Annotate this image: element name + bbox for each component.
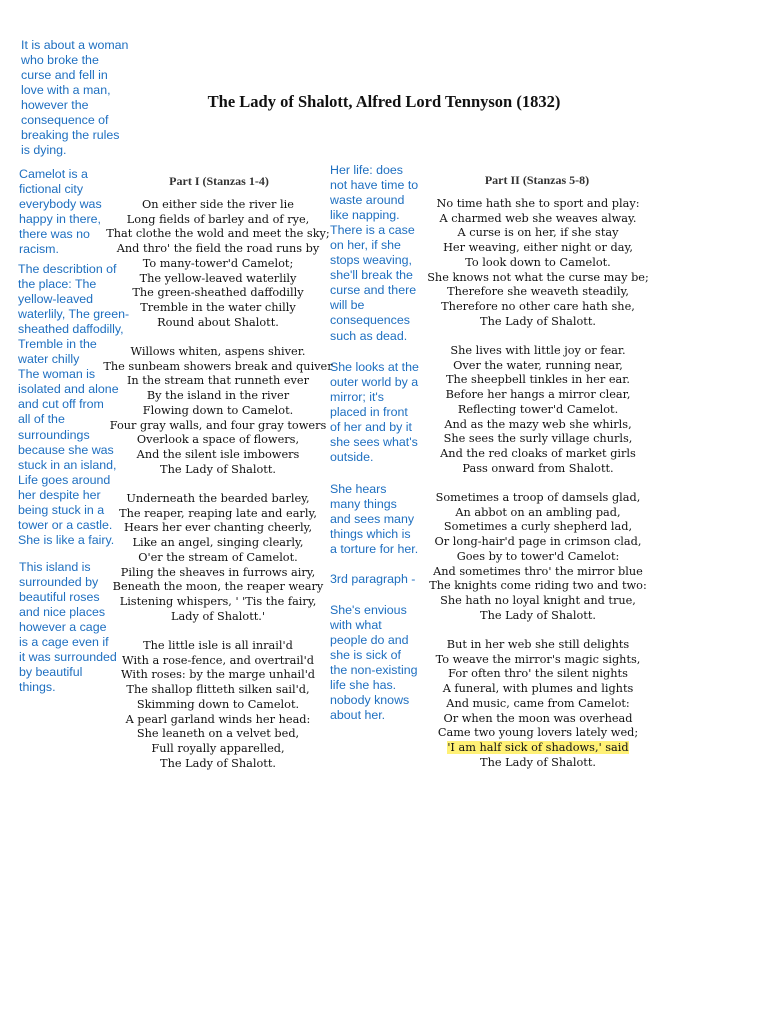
poem-line: Hears her ever chanting cheerly, bbox=[123, 521, 313, 535]
poem-line: And music, came from Camelot: bbox=[446, 696, 630, 710]
poem-line: The green-sheathed daffodilly bbox=[132, 286, 304, 300]
poem-line: For often thro' the silent nights bbox=[448, 667, 628, 681]
stanza bbox=[420, 491, 656, 623]
poem-line: Skimming down to Camelot. bbox=[136, 697, 300, 711]
poem-line: A charmed web she weaves alway. bbox=[439, 211, 637, 225]
note-middle-4: 3rd paragraph - bbox=[330, 572, 416, 586]
poem-line: The Lady of Shalott. bbox=[480, 314, 596, 328]
poem-line: She hath no loyal knight and true, bbox=[440, 593, 636, 607]
poem-line: She leaneth on a velvet bed, bbox=[136, 727, 300, 741]
note-left-4: This island is surrounded by beautiful roses and nice places however a cage is a cage even if it was surrounded by beautiful things. bbox=[19, 560, 117, 695]
stanza bbox=[98, 198, 338, 330]
poem-line: Four gray walls, and four gray towers bbox=[109, 418, 327, 432]
poem-line: Flowing down to Camelot. bbox=[142, 403, 294, 417]
poem-line: A pearl garland winds her head: bbox=[125, 712, 311, 726]
poem-line: Therefore no other care hath she, bbox=[441, 299, 635, 313]
poem-line: Like an angel, singing clearly, bbox=[132, 536, 304, 550]
poem-line: She sees the surly village churls, bbox=[443, 432, 633, 446]
poem-line: And as the mazy web she whirls, bbox=[444, 417, 632, 431]
poem-line: An abbot on an ambling pad, bbox=[455, 505, 621, 519]
poem-line: Before her hangs a mirror clear, bbox=[445, 388, 631, 402]
poem-line: To many-tower'd Camelot; bbox=[142, 256, 294, 270]
poem-line: Over the water, running near, bbox=[453, 358, 623, 372]
poem-line: Underneath the bearded barley, bbox=[126, 492, 310, 506]
poem-line: She knows not what the curse may be; bbox=[427, 270, 649, 284]
poem-line: With a rose-fence, and overtrail'd bbox=[122, 653, 314, 667]
poem-line: Came two young lovers lately wed; bbox=[437, 726, 639, 740]
stanza bbox=[98, 492, 338, 624]
poem-line: Tremble in the water chilly bbox=[140, 300, 296, 314]
poem-line bbox=[420, 741, 656, 756]
stanza bbox=[98, 345, 338, 477]
poem-line: Willows whiten, aspens shiver. bbox=[130, 345, 306, 359]
poem-line: Beneath the moon, the reaper weary bbox=[112, 580, 324, 594]
poem-line: With roses: by the marge unhail'd bbox=[120, 668, 316, 682]
poem-line: O'er the stream of Camelot. bbox=[138, 550, 298, 564]
note-left-3: The describtion of the place: The yellow-leaved waterlily, The green- sheathed daffodilly, Tremble in the water chilly The woman is isolated and alone and cut off from all of the surroundings because she was stuck in an island, Life goes around her despite her being stuck in a tower or a castle. She is like a fairy. bbox=[18, 262, 130, 547]
poem-line: Long fields of barley and of rye, bbox=[126, 212, 310, 226]
poem-line: And the silent isle imbowers bbox=[136, 447, 300, 461]
poem-line: But in her web she still delights bbox=[446, 638, 630, 652]
poem-line: A curse is on her, if she stay bbox=[457, 226, 619, 240]
poem-line: Therefore she weaveth steadily, bbox=[447, 285, 629, 299]
poem-line: The little isle is all inrail'd bbox=[143, 639, 293, 653]
poem-line: The shallop flitteth silken sail'd, bbox=[126, 683, 310, 697]
poem-part2 bbox=[420, 197, 656, 785]
note-middle-2: She looks at the outer world by a mirror; it's placed in front of her and by it she sees what's outside. bbox=[330, 360, 419, 465]
poem-line: A funeral, with plumes and lights bbox=[442, 682, 634, 696]
note-middle-3: She hears many things and sees many things which is a torture for her. bbox=[330, 482, 419, 557]
highlighted-text: 'I am half sick of shadows,' said bbox=[447, 740, 629, 754]
poem-line: On either side the river lie bbox=[142, 198, 294, 211]
note-middle-5: She's envious with what people do and she is sick of the non-existing life she has. nobody knows about her. bbox=[330, 603, 418, 723]
poem-line: Full royally apparelled, bbox=[151, 741, 285, 755]
poem-line: To look down to Camelot. bbox=[465, 255, 611, 269]
stanza bbox=[98, 639, 338, 771]
note-left-2: Camelot is a fictional city everybody was happy in there, there was no racism. bbox=[19, 167, 102, 257]
poem-part1 bbox=[98, 198, 338, 786]
poem-line: The Lady of Shalott. bbox=[480, 755, 596, 769]
poem-line: Goes by to tower'd Camelot: bbox=[456, 549, 620, 563]
poem-line: Round about Shalott. bbox=[157, 315, 279, 329]
poem-line: The reaper, reaping late and early, bbox=[119, 506, 317, 520]
document-title: The Lady of Shalott, Alfred Lord Tennyson (1832) bbox=[207, 92, 561, 111]
poem-line: By the island in the river bbox=[146, 389, 290, 403]
note-middle-1: Her life: does not have time to waste around like napping. There is a case on her, if she stops weaving, she'll break the curse and there will be consequences such as dead. bbox=[330, 163, 419, 343]
part2-heading: Part II (Stanzas 5-8) bbox=[484, 173, 590, 187]
note-left-1: It is about a woman who broke the curse and fell in love with a man, however the consequence of breaking the rules is dying. bbox=[21, 38, 129, 158]
poem-line: No time hath she to sport and play: bbox=[436, 197, 640, 210]
poem-line: The Lady of Shalott. bbox=[480, 608, 596, 622]
poem-line: Reflecting tower'd Camelot. bbox=[457, 402, 619, 416]
poem-line: Lady of Shalott.' bbox=[171, 609, 265, 623]
poem-line: Or when the moon was overhead bbox=[443, 711, 633, 725]
stanza bbox=[420, 344, 656, 476]
poem-line: In the stream that runneth ever bbox=[126, 374, 310, 388]
poem-line: Piling the sheaves in furrows airy, bbox=[120, 565, 316, 579]
poem-line: The sheepbell tinkles in her ear. bbox=[445, 373, 631, 387]
poem-line: And sometimes thro' the mirror blue bbox=[433, 564, 643, 578]
poem-line: The Lady of Shalott. bbox=[160, 462, 276, 476]
poem-line: That clothe the wold and meet the sky; bbox=[106, 227, 330, 241]
part1-heading: Part I (Stanzas 1-4) bbox=[169, 174, 269, 188]
poem-line: Or long-hair'd page in crimson clad, bbox=[434, 535, 642, 549]
poem-line: She lives with little joy or fear. bbox=[450, 344, 626, 358]
poem-line: The knights come riding two and two: bbox=[429, 579, 647, 593]
poem-line: The yellow-leaved waterlily bbox=[139, 271, 297, 285]
stanza bbox=[420, 197, 656, 329]
poem-line: And thro' the field the road runs by bbox=[116, 242, 320, 256]
poem-line: Pass onward from Shalott. bbox=[462, 461, 614, 475]
poem-line: Sometimes a troop of damsels glad, bbox=[435, 491, 641, 505]
stanza bbox=[420, 638, 656, 770]
poem-line: Overlook a space of flowers, bbox=[136, 433, 300, 447]
poem-line: Listening whispers, ' 'Tis the fairy, bbox=[119, 594, 317, 608]
poem-line: The Lady of Shalott. bbox=[160, 756, 276, 770]
poem-line: The sunbeam showers break and quiver bbox=[103, 359, 333, 373]
poem-line: Sometimes a curly shepherd lad, bbox=[443, 520, 633, 534]
poem-line: Her weaving, either night or day, bbox=[443, 241, 633, 255]
poem-line: To weave the mirror's magic sights, bbox=[435, 652, 641, 666]
poem-line: And the red cloaks of market girls bbox=[440, 446, 636, 460]
